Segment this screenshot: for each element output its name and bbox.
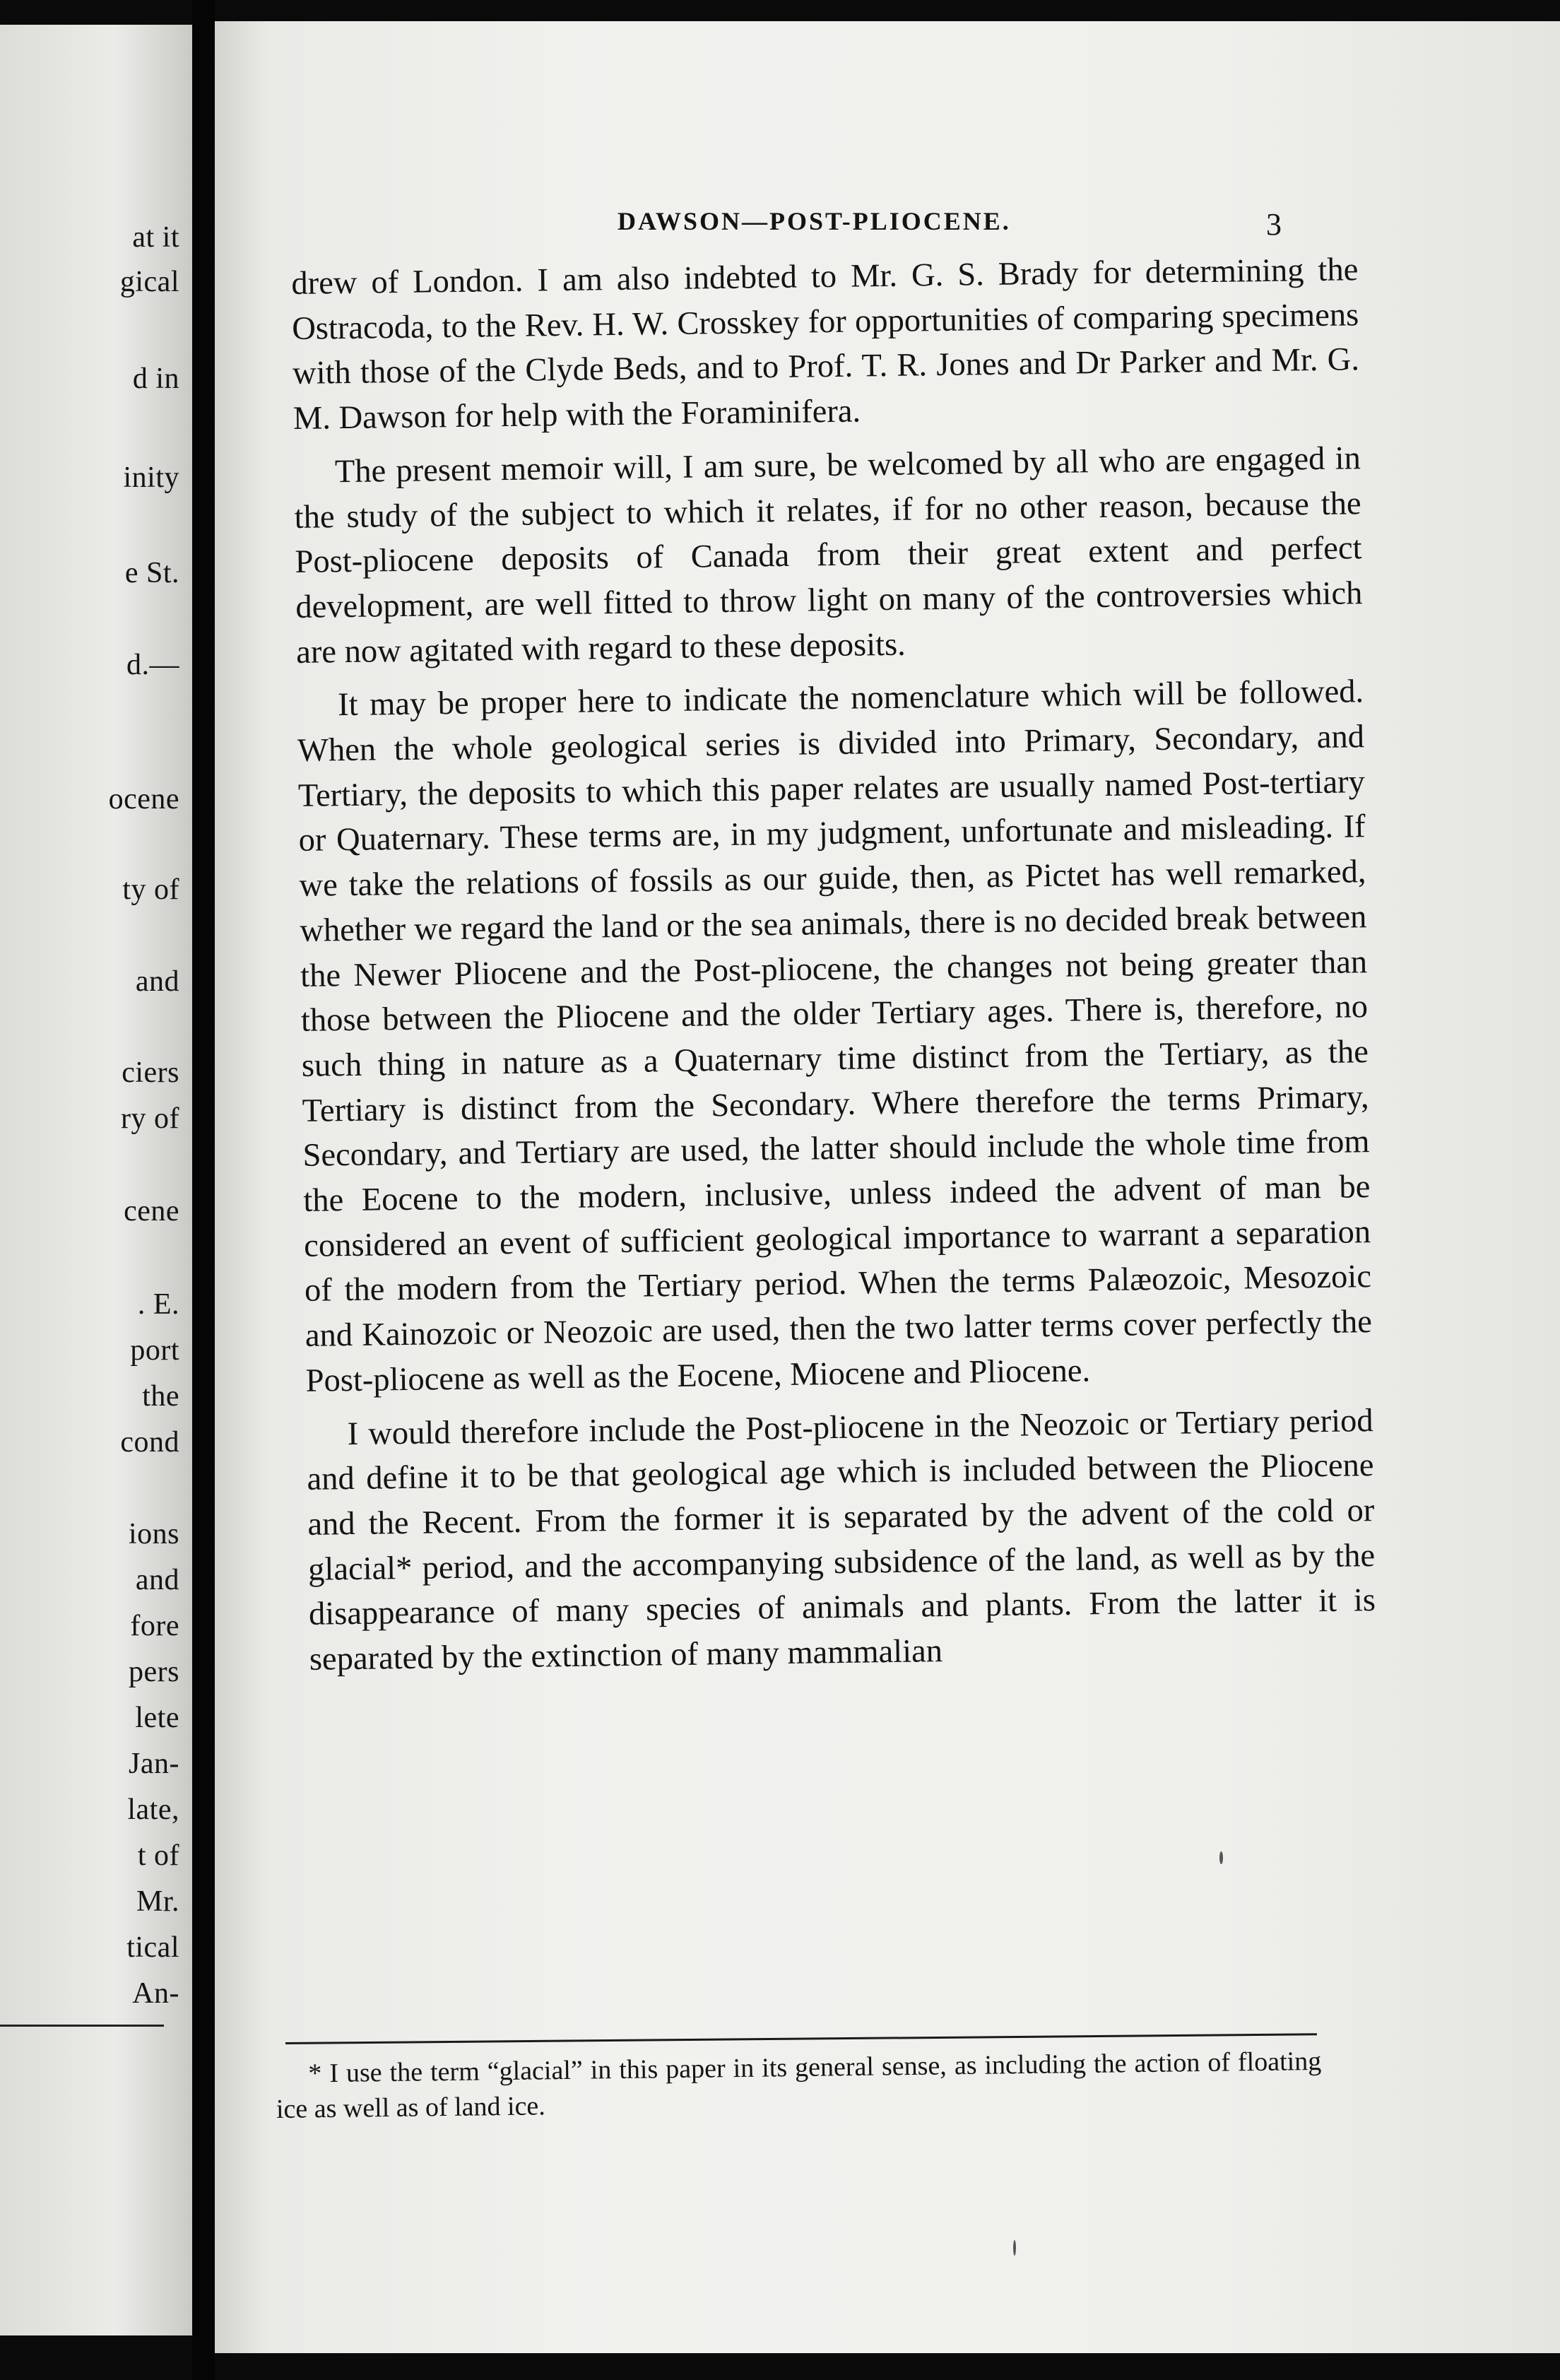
left-page-line-fragment: ciers <box>122 1056 179 1089</box>
left-page-line-fragment: Mr. <box>136 1885 179 1918</box>
left-page-line-fragment: and <box>135 1564 179 1596</box>
paragraph-1: drew of London. I am also indebted to Mr. G. S. Brady for determining the Ostracoda, to the Rev. H. W. Crosskey for opportunities of comparing specimens with those of the Clyde Beds, and to Prof. T. R. Jones and Dr Parker and Mr. G. M. Dawson for help with the Foraminifera. <box>291 252 1360 437</box>
left-page-line-fragment: d.— <box>126 649 179 681</box>
paper-speck <box>1013 2240 1016 2256</box>
left-page-line-fragment: gical <box>119 266 179 298</box>
paragraph-2: The present memoir will, I am sure, be welcomed by all who are engaged in the study of the subject to which it relates, if for no other reason, because the Post-pliocene deposits of Canada from their great extent and perfect development, are well fitted to throw light on many of the controversies which are now agitated with regard to these deposits. <box>294 440 1363 671</box>
left-page-line-fragment: . E. <box>137 1288 179 1321</box>
left-page-line-fragment: late, <box>127 1793 179 1826</box>
left-page-line-fragment: the <box>142 1380 179 1413</box>
left-page-line-fragment: e St. <box>124 557 179 589</box>
body-text <box>291 247 1376 1682</box>
footnote-rule <box>285 2033 1317 2044</box>
left-page-line-fragment: at it <box>132 221 179 254</box>
left-page-line-fragment: cene <box>124 1195 179 1227</box>
left-page-line-fragment: ions <box>128 1518 179 1550</box>
left-page-line-fragment: cond <box>120 1426 179 1459</box>
paper-speck <box>1219 1851 1223 1864</box>
left-page-edge <box>0 25 192 2335</box>
page-number: 3 <box>1266 207 1282 242</box>
page-header <box>215 206 1560 249</box>
paragraph-4: I would therefore include the Post-pliocene in the Neozoic or Tertiary period and define it to be that geological age which is included between the Pliocene and the Recent. From the former it is separated by the advent of the cold or glacial* period, and the accompanying subsidence of the land, as well as by the disappearance of many species of animals and plants. From the latter it is separated by the extinction of many mammalian <box>307 1402 1376 1678</box>
left-page-line-fragment: and <box>135 965 179 998</box>
running-head: DAWSON—POST-PLIOCENE. <box>618 207 1011 235</box>
left-page-line-fragment: ty of <box>122 873 179 906</box>
footnote: * I use the term “glacial” in this paper in its general sense, as including the action of floating ice as well as of land ice. <box>276 2046 1322 2124</box>
left-page-line-fragment: Jan- <box>129 1748 179 1780</box>
left-page-line-fragment: inity <box>123 461 179 494</box>
left-page-line-fragment: fore <box>130 1610 179 1642</box>
paragraph-3: It may be proper here to indicate the nomenclature which will be followed. When the whole geological series is divided into Primary, Secondary, and Tertiary, the deposits to which this paper relates are usually named Post-tertiary or Quaternary. These terms are, in my judgment, unfortunate and misleading. If we take the relations of fossils as our guide, then, as Pictet has well remarked, whether we regard the land or the sea animals, there is no decided break between the Newer Pliocene and the Post-pliocene, the changes not being greater than those between the Pliocene and the older Tertiary ages. There is, therefore, no such thing in nature as a Quaternary time distinct from the Tertiary, as the Tertiary is distinct from the Secondary. Where therefore the terms Primary, Secondary, and Tertiary are used, the latter should include the whole time from the Eocene to the modern, inclusive, unless indeed the advent of man be considered an event of sufficient geological importance to warrant a separation of the modern from the Tertiary period. When the terms Palæozoic, Mesozoic and Kainozoic or Neozoic are used, then the two latter terms cover perfectly the Post-pliocene as well as the Eocene, Miocene and Pliocene. <box>297 673 1373 1399</box>
left-page-line-fragment: port <box>130 1334 179 1367</box>
left-page-line-fragment: t of <box>137 1839 179 1872</box>
left-page-line-fragment: An- <box>132 1977 179 2010</box>
left-page-line-fragment: ry of <box>121 1102 179 1135</box>
left-page-line-fragment: lete <box>135 1702 179 1734</box>
left-page-line-fragment: tical <box>126 1931 179 1964</box>
book-gutter <box>192 0 215 2380</box>
left-page-line-fragment: d in <box>132 363 179 395</box>
left-page-footnote-rule <box>0 2025 164 2027</box>
page <box>215 21 1560 2353</box>
left-page-line-fragment: ocene <box>108 783 179 815</box>
left-page-line-fragment: pers <box>129 1656 179 1688</box>
